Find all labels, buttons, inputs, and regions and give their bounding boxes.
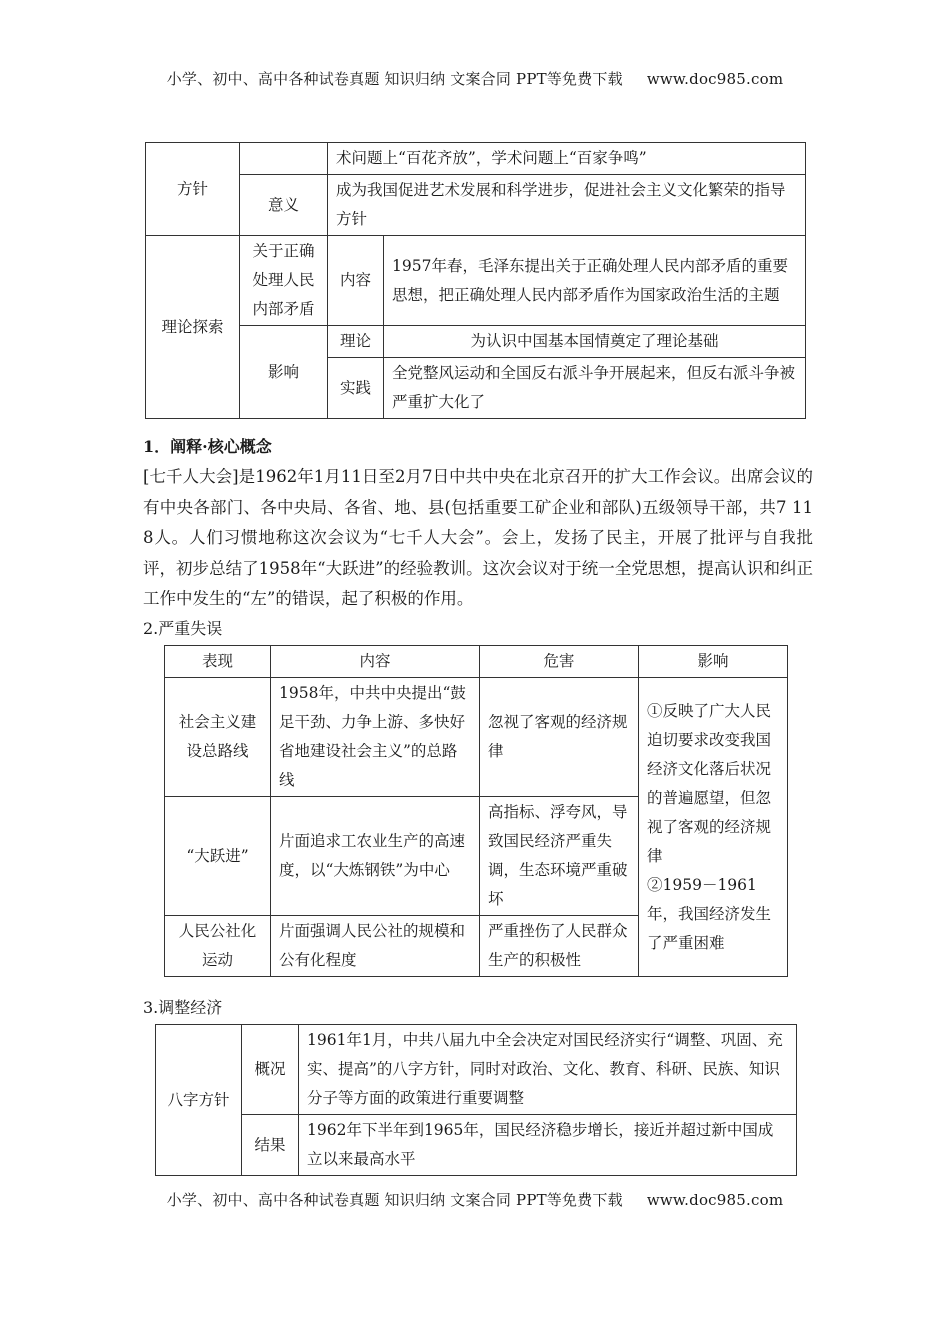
section-1-title: 1．阐释·核心概念 — [143, 437, 272, 456]
adjust-economy-table — [155, 1024, 797, 1176]
footer-text: 小学、初中、高中各种试卷真题 知识归纳 文案合同 PPT等免费下载 — [166, 1191, 623, 1209]
row-biaoxian: 人民公社化运动 — [165, 916, 271, 977]
table-row — [156, 1115, 797, 1176]
jieguo-cell: 结果 — [242, 1115, 299, 1176]
header-site: www.doc985.com — [646, 70, 784, 88]
lilun-tansuo-cell: 理论探索 — [146, 236, 240, 419]
yingxiang-cell: 影响 — [240, 326, 328, 419]
yiyi-text-cell: 成为我国促进艺术发展和科学进步，促进社会主义文化繁荣的指导方针 — [328, 175, 806, 236]
lilun-text-cell: 为认识中国基本国情奠定了理论基础 — [384, 326, 806, 358]
neirong-cell: 内容 — [328, 236, 384, 326]
row-neirong: 1958年，中共中央提出“鼓足干劲、力争上游、多快好省地建设社会主义”的总路线 — [271, 678, 480, 797]
guanyu-cell: 关于正确处理人民内部矛盾 — [240, 236, 328, 326]
page-header — [0, 68, 950, 89]
row-biaoxian: 社会主义建设总路线 — [165, 678, 271, 797]
header-biaoxian: 表现 — [165, 646, 271, 678]
row-weihai: 高指标、浮夸风，导致国民经济严重失调，生态环境严重破坏 — [480, 797, 639, 916]
table-row — [146, 175, 806, 236]
bazi-fangzhen-cell: 八字方针 — [156, 1025, 242, 1176]
yingxiang-cell — [639, 678, 788, 977]
table-row — [165, 678, 788, 797]
section-3-title: 3.调整经济 — [143, 998, 223, 1017]
gaikuang-cell: 概况 — [242, 1025, 299, 1115]
fangzhen-cell: 方针 — [146, 143, 240, 236]
lilun-cell: 理论 — [328, 326, 384, 358]
section-2-title: 2.严重失误 — [143, 619, 223, 638]
yingxiang-point-2: ②1959－1961年，我国经济发生了严重困难 — [647, 875, 772, 952]
section-1-paragraph: [七千人大会]是1962年1月11日至2月7日中共中央在北京召开的扩大工作会议。出席会议的有中央各部门、各中央局、各省、地、县(包括重要工矿企业和部队)五级领导干部，共7 118人。人们习惯地称这次会议为“七千人大会”。会上，发扬了民主，开展了批评与自我批评，初步总结了1958年“大跃进”的经验教训。这次会议对于统一全党思想，提高认识和纠正工作中发生的“左”的错误，起了积极的作用。 — [143, 467, 813, 608]
row-weihai: 严重挫伤了人民群众生产的积极性 — [480, 916, 639, 977]
page-footer — [0, 1189, 950, 1210]
footer-site: www.doc985.com — [646, 1191, 784, 1209]
table-row — [156, 1025, 797, 1115]
content-tail-cell: 术问题上“百花齐放”，学术问题上“百家争鸣” — [328, 143, 806, 175]
header-neirong: 内容 — [271, 646, 480, 678]
empty-cell — [240, 143, 328, 175]
policy-theory-table — [145, 142, 806, 419]
gaikuang-text-cell: 1961年1月，中共八届九中全会决定对国民经济实行“调整、巩固、充实、提高”的八字方针，同时对政治、文化、教育、科研、民族、知识分子等方面的政策进行重要调整 — [299, 1025, 797, 1115]
mistakes-table — [164, 645, 788, 977]
shijian-text-cell: 全党整风运动和全国反右派斗争开展起来，但反右派斗争被严重扩大化了 — [384, 358, 806, 419]
shijian-cell: 实践 — [328, 358, 384, 419]
table-row — [146, 326, 806, 358]
neirong-text-cell: 1957年春，毛泽东提出关于正确处理人民内部矛盾的重要思想，把正确处理人民内部矛盾作为国家政治生活的主题 — [384, 236, 806, 326]
header-weihai: 危害 — [480, 646, 639, 678]
yiyi-cell: 意义 — [240, 175, 328, 236]
header-text: 小学、初中、高中各种试卷真题 知识归纳 文案合同 PPT等免费下载 — [166, 70, 623, 88]
row-weihai: 忽视了客观的经济规律 — [480, 678, 639, 797]
table-row — [146, 143, 806, 175]
jieguo-text-cell: 1962年下半年到1965年，国民经济稳步增长，接近并超过新中国成立以来最高水平 — [299, 1115, 797, 1176]
row-biaoxian: “大跃进” — [165, 797, 271, 916]
table-row — [146, 236, 806, 326]
header-yingxiang: 影响 — [639, 646, 788, 678]
row-neirong: 片面追求工农业生产的高速度，以“大炼钢铁”为中心 — [271, 797, 480, 916]
yingxiang-point-1: ①反映了广大人民迫切要求改变我国经济文化落后状况的普遍愿望，但忽视了客观的经济规律 — [647, 701, 772, 865]
table-header-row — [165, 646, 788, 678]
row-neirong: 片面强调人民公社的规模和公有化程度 — [271, 916, 480, 977]
